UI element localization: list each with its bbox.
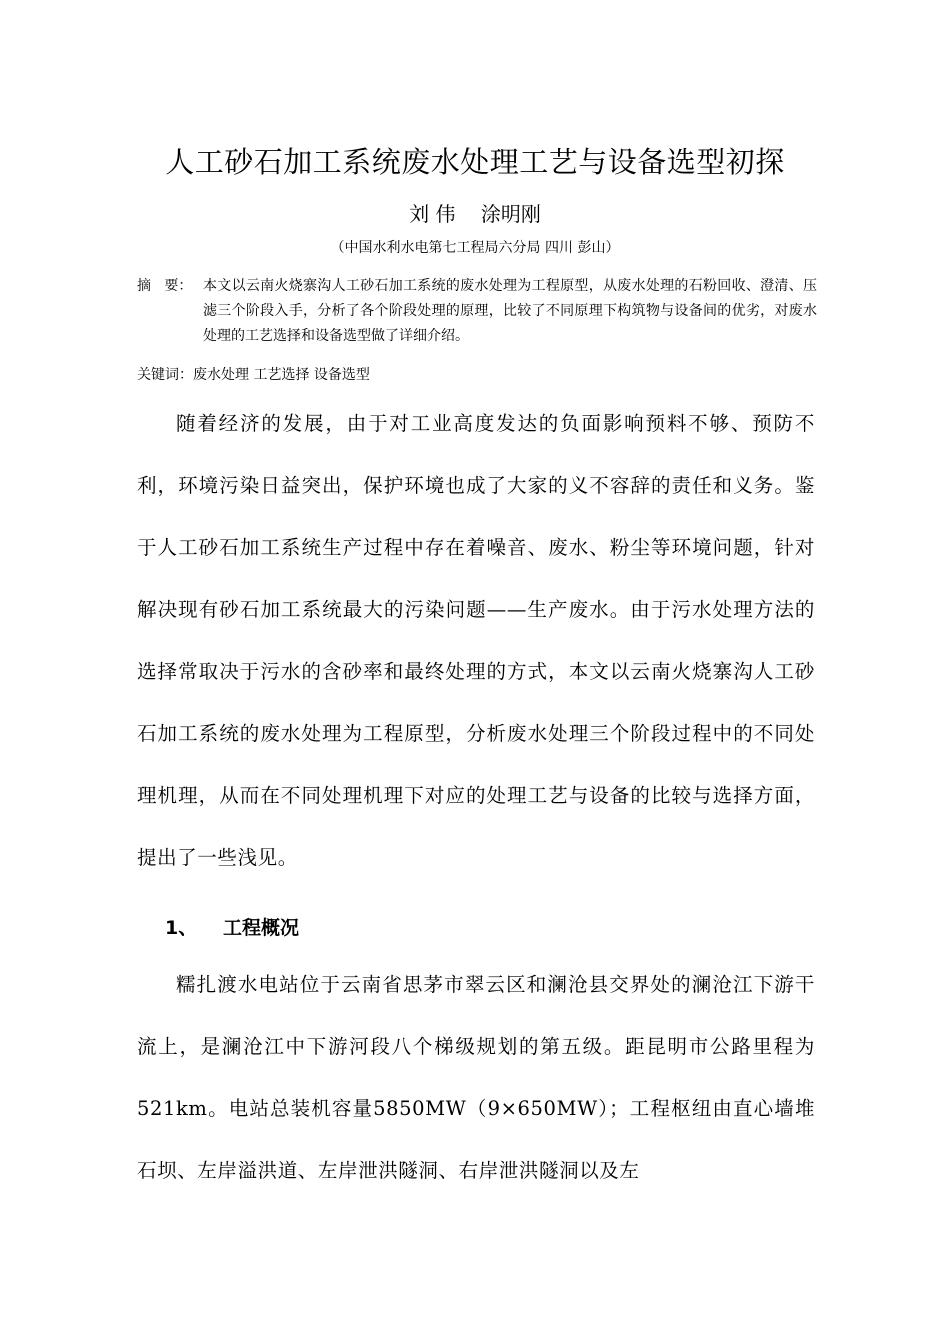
abstract-label: 摘 要：: [137, 278, 193, 294]
authors: 刘 伟 涂明刚: [409, 202, 541, 226]
section-title: 工程概况: [223, 917, 300, 939]
keywords-text: 废水处理 工艺选择 设备选型: [193, 367, 370, 383]
section-heading: [165, 908, 299, 948]
paper-title: 人工砂石加工系统废水处理工艺与设备选型初探: [165, 145, 785, 179]
intro-paragraph: 随着经济的发展，由于对工业高度发达的负面影响预料不够、预防不利，环境污染日益突出，保护环境也成了大家的义不容辞的责任和义务。鉴于人工砂石加工系统生产过程中存在着噪音、废水、粉尘等环境问题，针对解决现有砂石加工系统最大的污染问题——生产废水。由于污水处理方法的选择常取决于污水的含砂率和最终处理的方式，本文以云南火烧寨沟人工砂石加工系统的废水处理为工程原型，分析废水处理三个阶段过程中的不同处理机理，从而在不同处理机理下对应的处理工艺与设备的比较与选择方面，提出了一些浅见。: [137, 412, 815, 869]
keywords: [137, 363, 370, 387]
affiliation: （中国水利水电第七工程局六分局 四川 彭山）: [330, 240, 620, 256]
abstract: [137, 274, 817, 349]
abstract-text: 本文以云南火烧寨沟人工砂石加工系统的废水处理为工程原型，从废水处理的石粉回收、澄清、压滤三个阶段入手，分析了各个阶段处理的原理，比较了不同原理下构筑物与设备间的优劣，对废水处理的工艺选择和设备选型做了详细介绍。: [203, 278, 817, 344]
section-number: 1、: [165, 917, 198, 939]
overview-paragraph: 糯扎渡水电站位于云南省思茅市翠云区和澜沧县交界处的澜沧江下游干流上，是澜沧江中下游河段八个梯级规划的第五级。距昆明市公路里程为521km。电站总装机容量5850MW（9×650MW）；工程枢纽由直心墙堆石坝、左岸溢洪道、左岸泄洪隧洞、右岸泄洪隧洞以及左: [137, 973, 815, 1182]
keywords-label: 关键词：: [137, 367, 193, 383]
